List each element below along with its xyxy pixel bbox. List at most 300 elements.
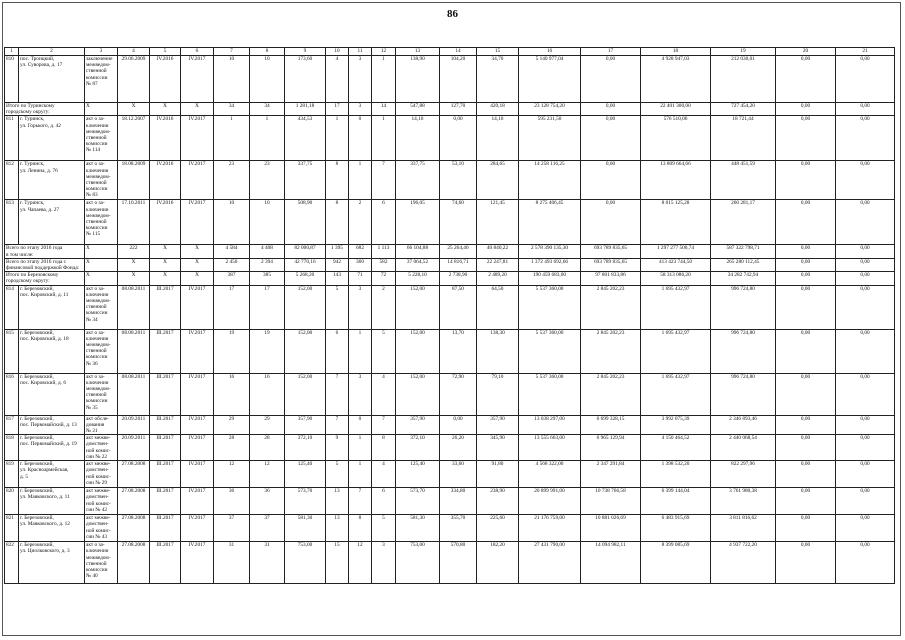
table-cell: 260 281,17 [711,200,776,245]
table-cell: 1 695 432,97 [641,373,711,415]
table-cell: 2 845 202,23 [581,373,641,415]
table-cell: 12 [214,461,250,488]
table-cell: 14 816,71 [440,258,477,271]
table-cell: 13 809 664,66 [641,161,711,200]
table-cell: 595 231,50 [519,116,581,161]
table-cell: 996 724,80 [711,285,776,329]
table-cell: X [181,258,214,271]
table-cell: пос. Троицкий, ул. Суворова, д. 17 [19,56,85,103]
table-cell: 337,75 [396,161,440,200]
table-cell: 2 [349,200,372,245]
table-cell: 91,80 [477,461,519,488]
table-cell: 5 [326,285,349,329]
table-cell: 4 937 722,20 [711,542,776,584]
table-cell: 36 [250,488,285,515]
table-cell: IV.2017 [181,285,214,329]
table-cell: 8 275 406,45 [519,200,581,245]
table-cell: 2 450 [214,258,250,271]
subtotal-row [5,258,895,271]
table-cell: 816 [5,373,19,415]
table-cell: IV.2017 [181,329,214,373]
table-cell: 6 699 328,15 [581,415,641,435]
table-cell: 0,00 [836,245,895,258]
table-cell: 14 258 116,25 [519,161,581,200]
table-row [5,461,895,488]
table-cell: г. Туринск, ул. Чапаева, д. 27 [19,200,85,245]
table-cell: 19 [250,329,285,373]
table-cell: X [85,103,118,116]
table-cell: 1 113 [372,245,396,258]
table-cell: 0,00 [836,373,895,415]
table-cell: 26,20 [440,435,477,461]
table-cell: 13 555 663,00 [519,435,581,461]
table-cell: 1 [349,435,372,461]
table-cell: 4 150 464,52 [641,435,711,461]
table-cell: 1 695 432,97 [641,285,711,329]
table-cell: 22 401 300,00 [641,103,711,116]
table-cell: 0,00 [836,56,895,103]
table-cell: 387 [214,272,250,285]
table-cell: 22 247,81 [477,258,519,271]
table-cell: 360 [349,258,372,271]
table-cell: 58 313 086,20 [641,272,711,285]
table-cell: III.2017 [150,329,181,373]
subtotal-label-cell: Итого по Туринскому городскому округу: [5,103,85,116]
table-cell: 3 [349,373,372,415]
table-cell: 7 [349,488,372,515]
table-cell: 1 281,18 [285,103,326,116]
table-cell: 23 [250,161,285,200]
table-cell: 420,18 [477,103,519,116]
table-cell: 2 347 291,84 [581,461,641,488]
table-cell: 448 451,59 [711,161,776,200]
table-row [5,329,895,373]
table-cell: г. Березовский, ул. Маяковского, д. 12 [19,515,85,542]
table-cell: акт межве- домствен- ной комис- сии № 43 [85,515,118,542]
table-cell: 2 489,20 [477,272,519,285]
table-cell: 17 [326,103,349,116]
column-number-cell: 6 [181,48,214,56]
table-cell: X [85,245,118,258]
table-cell: IV.2017 [181,542,214,584]
table-cell: акт о за- ключении межведом- ственной комиссии № 115 [85,200,118,245]
table-cell: 1 395 [326,245,349,258]
table-cell: 372,10 [285,435,326,461]
table-cell: III.2017 [150,488,181,515]
column-number-cell: 21 [836,48,895,56]
table-cell: 42 770,16 [285,258,326,271]
table-cell: 0,00 [836,415,895,435]
table-cell: 16 [214,373,250,415]
table-cell: 822 297,96 [711,461,776,488]
table-cell: 34 [250,103,285,116]
table-cell: 682 [349,245,372,258]
table-cell: 37 [250,515,285,542]
table-cell: IV.2017 [181,461,214,488]
table-cell: 357,90 [285,415,326,435]
table-cell: 10 [250,200,285,245]
table-cell: акт о за- ключении межведом- ственной комиссии № 40 [85,542,118,584]
table-cell: 0,00 [776,461,836,488]
table-cell: 10 738 766,58 [581,488,641,515]
subtotal-label-cell: Итого по Березовскому городскому округу: [5,272,85,285]
table-cell: 573,70 [396,488,440,515]
table-cell: 9 [326,435,349,461]
table-cell: 1 695 432,97 [641,329,711,373]
table-cell: 17 [250,285,285,329]
table-cell: 8 015 125,28 [641,200,711,245]
table-cell: 79,10 [477,373,519,415]
table-cell: 152,00 [396,373,440,415]
column-number-cell: 1 [5,48,19,56]
subtotal-row [5,103,895,116]
table-cell: 18 721,44 [711,116,776,161]
table-cell: III.2017 [150,373,181,415]
table-cell: 0,00 [776,329,836,373]
table-row [5,542,895,584]
column-number-cell: 15 [477,48,519,56]
table-cell: 0,00 [776,515,836,542]
column-number-cell: 14 [440,48,477,56]
table-cell: III.2017 [150,461,181,488]
table-cell: 6 483 915,69 [641,515,711,542]
table-cell: 5 [372,515,396,542]
table-cell: 196,05 [396,200,440,245]
table-cell: 2 845 202,23 [581,285,641,329]
table-cell: г. Березовский, пос. Кировский, д. 11 [19,285,85,329]
column-number-cell: 3 [85,48,118,56]
table-cell: 5 [372,329,396,373]
table-cell: акт межве- домствен- ной комис- сии № 42 [85,488,118,515]
table-cell: 125,40 [396,461,440,488]
table-cell: 3 [372,542,396,584]
table-cell: 14 094 982,11 [581,542,641,584]
table-cell: 152,00 [285,285,326,329]
table-cell: X [85,272,118,285]
table-cell: г. Березовский, ул. Маяковского, д. 11 [19,488,85,515]
table-cell: 6 [372,488,396,515]
table-cell: 27 431 790,00 [519,542,581,584]
table-cell: г. Туринск, ул. Горького, д. 42 [19,116,85,161]
table-cell: акт о за- ключении межведом- ственной комиссии № 34 [85,285,118,329]
table-row [5,56,895,103]
table-cell: 385 [250,272,285,285]
table-cell: 753,00 [285,542,326,584]
column-number-cell: 11 [349,48,372,56]
table-cell: 0 [349,415,372,435]
table-cell: 820 [5,488,19,515]
table-cell: 357,90 [477,415,519,435]
table-cell: 37 [214,515,250,542]
housing-register-table [4,47,895,584]
table-cell: 0,00 [836,272,895,285]
table-row [5,161,895,200]
table-cell: 138,30 [477,329,519,373]
table-cell: III.2017 [150,415,181,435]
table-row [5,488,895,515]
table-cell: 13,70 [440,329,477,373]
table-cell: 12 [349,542,372,584]
table-cell: 587 322 798,71 [711,245,776,258]
table-cell: 337,75 [285,161,326,200]
table-cell: IV.2016 [150,161,181,200]
table-cell: 173,60 [285,56,326,103]
table-cell: 2 394 [250,258,285,271]
table-cell: 66 104,88 [396,245,440,258]
table-cell: 121,45 [477,200,519,245]
table-cell: акт межве- домствен- ной комис- сии № 22 [85,435,118,461]
table-cell: 3 [349,56,372,103]
table-cell: 811 [5,116,19,161]
table-cell: 0,00 [776,435,836,461]
table-cell: X [118,258,150,271]
table-cell: 238,90 [477,488,519,515]
table-cell: 138,90 [396,56,440,103]
table-cell: 12 [250,461,285,488]
table-cell: 8 399 085,69 [641,542,711,584]
table-cell: 17.10.2011 [118,200,150,245]
table-cell: 581,30 [285,515,326,542]
table-cell: г. Березовский, пос. Кировский, д. 18 [19,329,85,373]
table-cell: X [181,103,214,116]
table-cell: 40 840,22 [477,245,519,258]
table-cell: 434,53 [285,116,326,161]
table-cell: 20.09.2011 [118,415,150,435]
table-cell: 573,70 [285,488,326,515]
table-cell: 6 399 144,04 [641,488,711,515]
table-cell: 27.08.2008 [118,542,150,584]
table-cell: г. Туринск, ул. Ленина, д. 76 [19,161,85,200]
table-cell: 27.08.2008 [118,488,150,515]
table-cell: 212 030,01 [711,56,776,103]
table-cell: акт о за- ключении межведом- ственной комиссии № 114 [85,116,118,161]
table-cell: 0,00 [581,56,641,103]
table-cell: 0,00 [776,161,836,200]
table-cell: 64,50 [477,285,519,329]
table-cell: IV.2016 [150,56,181,103]
table-cell: 15 [326,542,349,584]
table-cell: 0,00 [776,56,836,103]
column-number-cell: 2 [19,48,85,56]
table-cell: 97 801 833,86 [581,272,641,285]
table-cell: 0,00 [836,103,895,116]
table-cell: акт о за- ключении межведом- ственной комиссии № 35 [85,373,118,415]
table-cell: 822 [5,542,19,584]
table-cell: 33,60 [440,461,477,488]
table-cell: 23 [214,161,250,200]
table-cell: 29.06.2009 [118,56,150,103]
table-cell: 996 724,80 [711,373,776,415]
table-cell: г. Березовский, пос. Кировский, д. 6 [19,373,85,415]
table-cell: 581,30 [396,515,440,542]
table-cell: 265 280 112,45 [711,258,776,271]
table-cell: IV.2017 [181,116,214,161]
table-cell: 20.09.2011 [118,435,150,461]
table-cell: 5 537 360,00 [519,373,581,415]
table-body [5,48,895,584]
table-cell: 74,60 [440,200,477,245]
table-cell: 5 537 360,00 [519,285,581,329]
table-cell: акт межве- домствен- ной комис- сии № 29 [85,461,118,488]
column-number-row [5,48,895,56]
table-cell: 1 [349,329,372,373]
table-cell: X [118,272,150,285]
table-cell: 727 454,20 [711,103,776,116]
subtotal-label-cell: Всего по этапу 2016 года в том числе: [5,245,85,258]
table-cell: X [150,103,181,116]
table-cell: 6 [372,200,396,245]
table-cell: 10 [214,200,250,245]
table-cell: 5 268,20 [285,272,326,285]
table-cell: 4 [372,373,396,415]
table-cell: 372,10 [396,435,440,461]
table-cell: 31 [214,542,250,584]
table-cell: 0,00 [836,435,895,461]
table-cell: X [118,103,150,116]
table-cell: 0,00 [581,116,641,161]
table-cell: 0,00 [776,373,836,415]
table-cell: 810 [5,56,19,103]
table-cell: 125,40 [285,461,326,488]
table-cell: 819 [5,461,19,488]
table-cell: 14 [372,103,396,116]
table-cell: 4 [372,461,396,488]
table-cell: 3 811 816,62 [711,515,776,542]
column-number-cell: 16 [519,48,581,56]
table-cell: 2 346 893,46 [711,415,776,435]
column-number-cell: 5 [150,48,181,56]
table-cell: X [85,258,118,271]
table-cell: 0,00 [836,461,895,488]
table-cell: 0,00 [581,103,641,116]
table-cell: 1 [214,116,250,161]
table-cell: 0,00 [776,258,836,271]
table-cell: 222 [118,245,150,258]
table-cell: 18.12.2007 [118,116,150,161]
table-cell: акт о за- ключении межведом- ственной комиссии № 83 [85,161,118,200]
table-cell: 36 [214,488,250,515]
table-cell: 817 [5,415,19,435]
table-cell: 818 [5,435,19,461]
table-cell: 27.08.2008 [118,515,150,542]
table-row [5,415,895,435]
table-cell: г. Березовский, пос. Первомайский, д. 13 [19,415,85,435]
table-cell: 0,00 [440,116,477,161]
table-cell: 996 724,80 [711,329,776,373]
column-number-cell: 7 [214,48,250,56]
table-cell: 13 038 297,00 [519,415,581,435]
table-cell: 0,00 [836,285,895,329]
table-cell: 0,00 [836,515,895,542]
table-cell: 7 [372,415,396,435]
table-cell: X [150,245,181,258]
table-cell: г. Березовский, ул. Циолковского, д. 3 [19,542,85,584]
table-cell: 1 [372,56,396,103]
table-cell: 813 [5,200,19,245]
table-cell: 0 [349,116,372,161]
table-cell: 0,00 [776,488,836,515]
column-number-cell: 13 [396,48,440,56]
table-cell: 357,90 [396,415,440,435]
table-cell: 13 [326,515,349,542]
table-cell: 1 [250,116,285,161]
table-cell: 0,00 [776,200,836,245]
table-cell: 37 064,52 [396,258,440,271]
table-cell: IV.2017 [181,200,214,245]
column-number-cell: 17 [581,48,641,56]
table-cell: 53,10 [440,161,477,200]
table-cell: 29 [250,415,285,435]
table-cell: 5 140 977,04 [519,56,581,103]
table-cell: 0,00 [776,285,836,329]
table-cell: 2 440 068,54 [711,435,776,461]
table-cell: IV.2017 [181,373,214,415]
table-cell: 814 [5,285,19,329]
column-number-cell: 9 [285,48,326,56]
table-cell: 0,00 [776,116,836,161]
table-cell: 334,80 [440,488,477,515]
table-cell: 815 [5,329,19,373]
table-cell: III.2017 [150,542,181,584]
table-row [5,116,895,161]
table-cell: 19 [214,329,250,373]
table-cell: 582 [372,258,396,271]
table-cell: 0,00 [776,415,836,435]
table-row [5,200,895,245]
table-cell: 152,00 [396,285,440,329]
table-cell: 27.08.2008 [118,461,150,488]
table-cell: 143 [326,272,349,285]
table-cell: 570,80 [440,542,477,584]
table-row [5,285,895,329]
table-cell: 355,70 [440,515,477,542]
table-cell: 10 [214,56,250,103]
table-cell: III.2017 [150,435,181,461]
table-cell: 413 423 744,50 [641,258,711,271]
table-cell: заключение межведом- ственной комиссии № 87 [85,56,118,103]
table-cell: 0,00 [836,258,895,271]
table-cell: 1 372 493 692,66 [519,258,581,271]
subtotal-row [5,245,895,258]
table-cell: 3 761 980,38 [711,488,776,515]
table-cell: 693 789 835,65 [581,258,641,271]
table-cell: 2 578 390 135,30 [519,245,581,258]
table-cell: 152,00 [285,329,326,373]
table-cell: 71 [349,272,372,285]
table-cell: 82 000,87 [285,245,326,258]
table-cell: 8 [326,200,349,245]
table-cell: III.2017 [150,285,181,329]
table-cell: г. Березовский, ул. Красноармейская, д. 5 [19,461,85,488]
table-cell: 87,50 [440,285,477,329]
table-cell: 508,90 [285,200,326,245]
table-cell: IV.2017 [181,488,214,515]
table-cell: 2 738,90 [440,272,477,285]
table-cell: 5 [326,461,349,488]
table-cell: 21 176 759,00 [519,515,581,542]
table-cell: X [181,245,214,258]
table-cell: 0,00 [836,161,895,200]
column-number-cell: 20 [776,48,836,56]
table-cell: 0,00 [836,488,895,515]
table-cell: IV.2017 [181,161,214,200]
table-cell: 1 [349,461,372,488]
table-cell: 547,88 [396,103,440,116]
table-cell: 1 398 532,20 [641,461,711,488]
table-cell: 1 [326,116,349,161]
table-cell: 821 [5,515,19,542]
table-cell: 72,90 [440,373,477,415]
